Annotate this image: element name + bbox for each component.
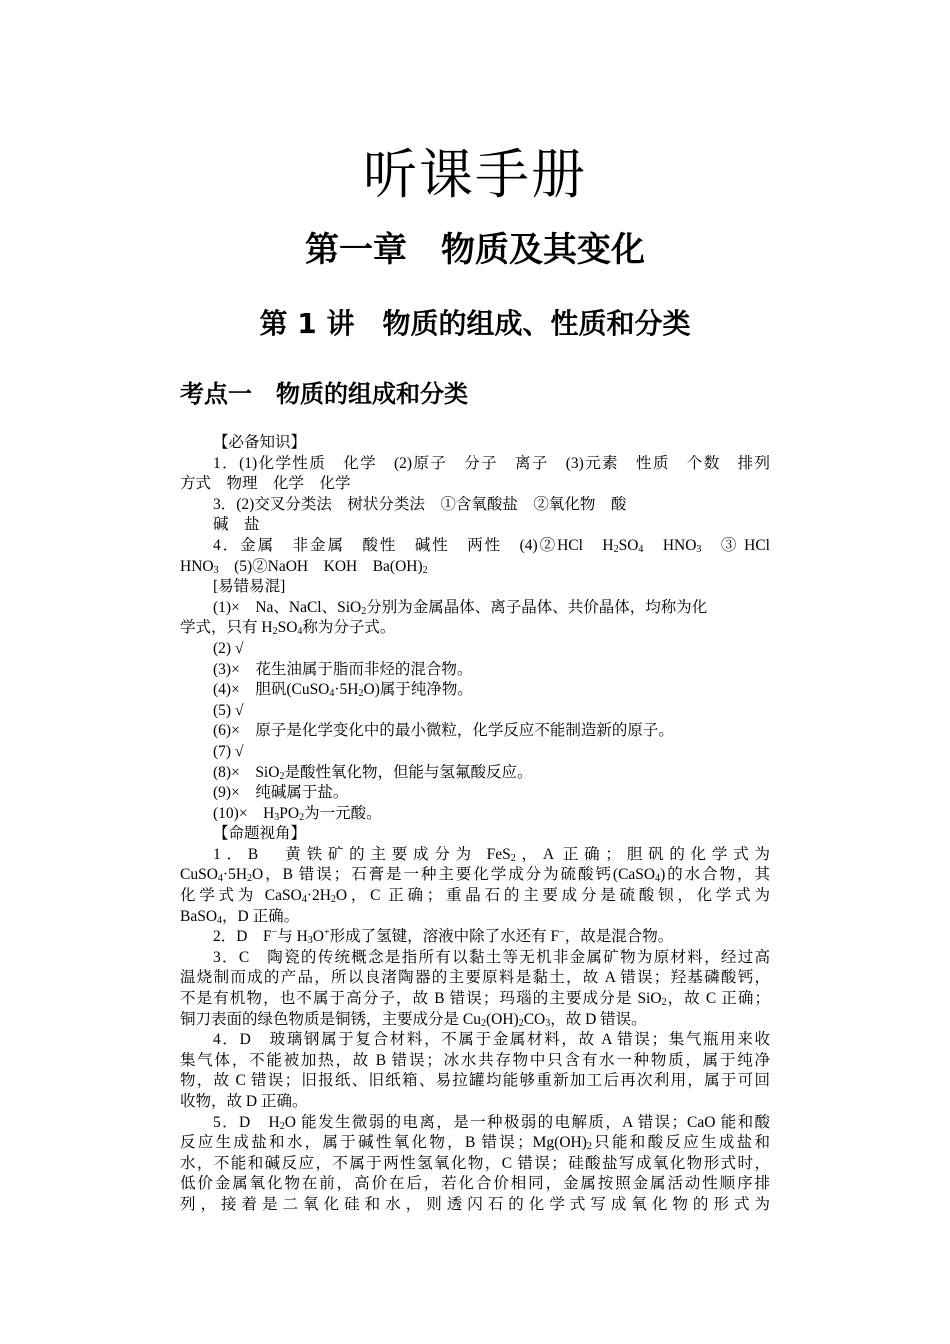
text-run: HNO bbox=[180, 557, 214, 575]
question-2: 2．D F−与 $H_3O^+$形成了氢键，溶液中除了水还有 F−，故是混合物。 bbox=[213, 927, 674, 947]
text-run: 铜刀表面的绿色物质是铜锈，主要成分是 Cu bbox=[180, 1010, 481, 1028]
text-run: (5)②NaOH KOH Ba(OH) bbox=[218, 557, 423, 575]
text-run: ，A 正确；胆矾的化学式为 bbox=[515, 845, 770, 863]
text-run: 是酸性氧化物，但能与氢氟酸反应。 bbox=[284, 763, 533, 781]
topic-title: 考点一 物质的组成和分类 bbox=[180, 380, 468, 408]
text-run: O，B 错误；石膏是一种主要化学成分为硫酸钙(CaSO bbox=[252, 866, 656, 884]
confusion-item-9: (9)× 纯碱属于盐。 bbox=[213, 784, 349, 802]
confusion-item-1-cont: 学式，只有 $H_2SO_4$称为分子式。 bbox=[180, 619, 396, 638]
text-run: 反应生成盐和水，属于碱性氧化物，B 错误；Mg(OH) bbox=[180, 1134, 587, 1152]
text-run: O 能发生微弱的电离，是一种极弱的电解质，A 错误；CaO 能和酸 bbox=[284, 1113, 770, 1131]
text-run: ③ HCl bbox=[701, 536, 770, 554]
question-3-line-2: 温烧制而成的产品，所以良渚陶器的主要原料是黏土，故 A 错误；羟基磷酸钙， bbox=[180, 969, 770, 987]
question-5-line-3: 水，不能和碱反应，不属于两性氢氧化物，C 错误；硅酸盐写成氧化物形式时， bbox=[180, 1154, 770, 1172]
text-run: PO bbox=[279, 804, 300, 822]
lecture-title: 第 1 讲 物质的组成、性质和分类 bbox=[259, 307, 691, 340]
confusion-item-4: (4)× 胆矾$(CuSO_4\cdot 5H_2O)$属于纯净物。 bbox=[213, 681, 473, 700]
question-5-line-5: 列，接着是二氧化硅和水，则透闪石的化学式写成氧化物的形式为 bbox=[180, 1195, 770, 1213]
text-run: 与 H bbox=[277, 928, 308, 946]
text-run: (1)× Na、NaCl、SiO bbox=[213, 598, 362, 616]
question-5-line-4: 低价金属氧化物在前，高价在后，若化合价相同，金属按照金属活动性顺序排 bbox=[180, 1175, 770, 1193]
question-1-line-4: BaSO$_4$，D 正确。 bbox=[180, 907, 300, 926]
question-3-line-3: 不是有机物，也不属于高分子，故 B 错误；玛瑙的主要成分是 SiO$_2$，故 C 正确； bbox=[180, 990, 770, 1009]
text-run: BaSO bbox=[180, 907, 218, 925]
question-1-line-2: $CuSO_4\cdot 5H_2O$，B 错误；石膏是一种主要化学成分为硫酸钙(CaSO$_4$)的水合物，其 bbox=[180, 866, 770, 885]
text-run: (OH) bbox=[485, 1010, 519, 1028]
text-run: O，C 正确；重晶石的主要成分是硫酸钡，化学式为 bbox=[335, 887, 770, 905]
confusion-item-6: (6)× 原子是化学变化中的最小微粒，化学反应不能制造新的原子。 bbox=[213, 722, 674, 740]
text-run: (10)× H bbox=[213, 804, 275, 822]
confusion-item-8: (8)× SiO$_2$是酸性氧化物，但能与氢氟酸反应。 bbox=[213, 763, 533, 782]
text-run: 4．金属 非金属 酸性 碱性 两性 (4)②HCl H bbox=[213, 536, 614, 554]
text-run: ，故 C 正确； bbox=[666, 990, 770, 1008]
knowledge-item-4-line-1: 4．金属 非金属 酸性 碱性 两性 (4)②HCl $H_2SO_4$ $HNO_3$ ③ HCl bbox=[213, 536, 770, 555]
text-run: 称为分子式。 bbox=[302, 619, 396, 637]
text-run: 学式，只有 H bbox=[180, 619, 273, 637]
text-run: ·2H bbox=[306, 887, 331, 905]
question-4-line-4: 收物，故 D 正确。 bbox=[180, 1093, 308, 1110]
question-3-line-4: 铜刀表面的绿色物质是铜锈，主要成分是 $Cu_2(OH)_2CO_3$，故 D 错误。 bbox=[180, 1010, 647, 1029]
main-title: 听课手册 bbox=[363, 143, 587, 206]
text-run: CuSO bbox=[180, 866, 218, 884]
text-run: SO bbox=[277, 619, 298, 637]
text-run: 分别为金属晶体、离子晶体、共价晶体，均称为化 bbox=[366, 598, 708, 616]
text-run: HNO bbox=[643, 536, 697, 554]
text-run: O bbox=[312, 928, 324, 946]
text-run: ，故是混合物。 bbox=[564, 928, 674, 946]
text-run: O)属于纯净物。 bbox=[363, 681, 473, 699]
document-body bbox=[180, 433, 770, 1216]
text-run: ·5H bbox=[334, 681, 359, 699]
text-run: 不是有机物，也不属于高分子，故 B 错误；玛瑙的主要成分是 SiO bbox=[180, 990, 662, 1008]
knowledge-item-3-line-1: 3．(2)交叉分类法 树状分类法 ①含氧酸盐 ②氧化物 酸 bbox=[213, 495, 627, 513]
text-run: 5．D H bbox=[213, 1113, 280, 1131]
text-run: ，D 正确。 bbox=[222, 907, 300, 925]
confusion-item-7: (7) √ bbox=[213, 742, 244, 760]
text-run: 形成了氢键，溶液中除了水还有 F bbox=[329, 928, 560, 946]
required-knowledge-label: 【必备知识】 bbox=[213, 434, 307, 451]
question-4-line-1: 4．D 玻璃钢属于复合材料，不属于金属材料，故 A 错误；集气瓶用来收 bbox=[213, 1031, 770, 1049]
confusion-item-3: (3)× 花生油属于脂而非烃的混合物。 bbox=[213, 660, 473, 678]
question-3-line-1: 3．C 陶瓷的传统概念是指所有以黏土等无机非金属矿物为原材料，经过高 bbox=[213, 948, 770, 966]
text-run: (8)× SiO bbox=[213, 763, 280, 781]
text-run: )的水合物，其 bbox=[660, 866, 770, 884]
chapter-title: 第一章 物质及其变化 bbox=[305, 230, 645, 270]
confusion-item-10: (10)× $H_3PO_2$为一元酸。 bbox=[213, 804, 382, 823]
text-run: ，故 D 错误。 bbox=[550, 1010, 647, 1028]
knowledge-item-1-line-2: 方式 物理 化学 化学 bbox=[180, 475, 351, 493]
text-run: ·5H bbox=[222, 866, 248, 884]
text-run: 只能和酸反应生成盐和 bbox=[591, 1134, 770, 1152]
knowledge-item-3-line-2: 碱 盐 bbox=[213, 516, 260, 534]
knowledge-item-4-line-2: $HNO_3$ (5)②NaOH KOH $Ba(OH)_2$ bbox=[180, 557, 428, 576]
text-run: 1．B 黄铁矿的主要成分为 FeS bbox=[213, 845, 511, 863]
confusion-item-2: (2) √ bbox=[213, 639, 244, 657]
confusion-item-1: (1)× Na、NaCl、SiO$_2$分别为金属晶体、离子晶体、共价晶体，均称为化 bbox=[213, 598, 708, 617]
text-run: 2．D F bbox=[213, 928, 272, 946]
question-5-line-1: 5．D $H_2O$ 能发生微弱的电离，是一种极弱的电解质，A 错误；CaO 能和酸 bbox=[213, 1113, 770, 1132]
confusion-label: [易错易混] bbox=[213, 578, 286, 596]
knowledge-item-1-line-1: 1．(1)化学性质 化学 (2)原子 分子 离子 (3)元素 性质 个数 排列 bbox=[213, 454, 770, 472]
text-run: (4)× 胆矾(CuSO bbox=[213, 681, 330, 699]
question-4-line-3: 物，故 C 错误；旧报纸、旧纸箱、易拉罐均能够重新加工后再次利用，属于可回 bbox=[180, 1072, 770, 1090]
question-1-line-1: 1．B 黄铁矿的主要成分为 FeS$_2$，A 正确；胆矾的化学式为 bbox=[213, 845, 770, 864]
perspective-label: 【命题视角】 bbox=[213, 825, 307, 843]
text-run: 化学式为 CaSO bbox=[180, 887, 302, 905]
question-1-line-3: 化学式为 $CaSO_4\cdot 2H_2O$，C 正确；重晶石的主要成分是硫酸钡，化学式为 bbox=[180, 887, 770, 906]
text-run: SO bbox=[618, 536, 639, 554]
question-5-line-2: 反应生成盐和水，属于碱性氧化物，B 错误；$Mg(OH)_2$只能和酸反应生成盐和 bbox=[180, 1134, 770, 1153]
text-run: 为一元酸。 bbox=[304, 804, 382, 822]
confusion-item-5: (5) √ bbox=[213, 701, 244, 719]
question-4-line-2: 集气体，不能被加热，故 B 错误；冰水共存物中只含有水一种物质，属于纯净 bbox=[180, 1051, 770, 1069]
text-run: CO bbox=[523, 1010, 546, 1028]
